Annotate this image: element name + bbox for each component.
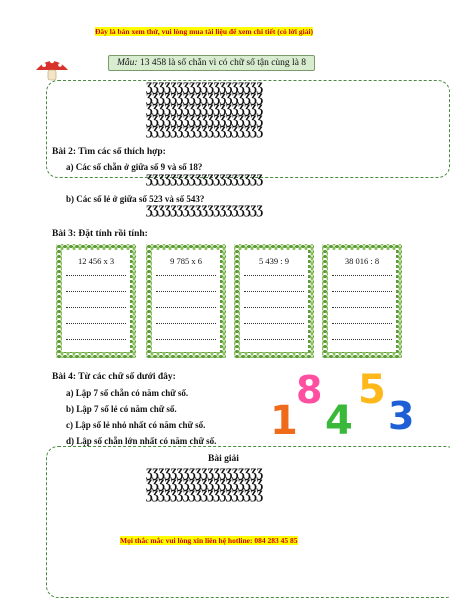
answer-block-2a	[146, 174, 273, 185]
bai4-item-c: c) Lập số lẻ nhỏ nhất có năm chữ số.	[66, 420, 206, 430]
dotted-line	[244, 274, 304, 276]
calc-expression: 12 456 x 3	[77, 256, 115, 266]
dotted-line	[66, 338, 126, 340]
dotted-line	[66, 322, 126, 324]
digit-1: 1	[270, 398, 298, 444]
bai2-title: Bài 2: Tìm các số thích hợp:	[52, 147, 166, 157]
calc-expression: 9 785 x 6	[170, 256, 202, 266]
digit-5: 5	[358, 367, 386, 413]
dotted-line	[244, 290, 304, 292]
bai4-item-b: b) Lập 7 số lẻ có năm chữ số.	[66, 404, 177, 414]
bai4-item-a: a) Lập 7 số chẵn có năm chữ số.	[66, 388, 189, 398]
bai4-title: Bài 4: Từ các chữ số dưới đây:	[52, 372, 176, 382]
calc-expression: 5 439 : 9	[259, 256, 289, 266]
bai2-question-a: a) Các số chẵn ở giữa số 9 và số 18?	[66, 162, 203, 172]
answer-block-1	[146, 82, 273, 137]
preview-notice: Đây là bản xem thử, vui lòng mua tài liệu để xem chi tiết (có lời giải)	[95, 27, 314, 36]
dotted-line	[244, 306, 304, 308]
dotted-line	[244, 322, 304, 324]
digit-4: 4	[325, 398, 353, 444]
dotted-line	[332, 322, 392, 324]
calc-expression: 38 016 : 8	[344, 256, 380, 266]
bai4-item-d: d) Lập số chẵn lớn nhất có năm chữ số.	[66, 436, 217, 446]
answer-line: ƷƷƷƷƷƷƷƷƷƷƷƷƷƷƷƷƷƷƷ	[146, 113, 263, 127]
answer-line: ƷƷƷƷƷƷƷƷƷƷƷƷƷƷƷƷƷƷƷ	[146, 102, 263, 116]
answer-line: ƷƷƷƷƷƷƷƷƷƷƷƷƷƷƷƷƷƷƷ	[146, 488, 263, 502]
example-text: 13 458 là số chẵn vì có chữ số tận cùng là 8	[139, 58, 307, 68]
dotted-line	[156, 290, 216, 292]
answer-line: ƷƷƷƷƷƷƷƷƷƷƷƷƷƷƷƷƷƷƷ	[146, 124, 263, 138]
dotted-line	[66, 306, 126, 308]
answer-block-2b	[146, 205, 273, 216]
answer-line: ƷƷƷƷƷƷƷƷƷƷƷƷƷƷƷƷƷƷƷ	[146, 203, 263, 217]
calc-card-2	[146, 244, 226, 358]
answer-line: ƷƷƷƷƷƷƷƷƷƷƷƷƷƷƷƷƷƷƷ	[146, 466, 263, 480]
mushroom-icon	[34, 56, 70, 82]
dotted-line	[244, 338, 304, 340]
answer-line: ƷƷƷƷƷƷƷƷƷƷƷƷƷƷƷƷƷƷƷ	[146, 91, 263, 105]
example-box	[108, 55, 315, 71]
calc-card-4	[322, 244, 402, 358]
dotted-line	[156, 338, 216, 340]
dotted-line	[332, 306, 392, 308]
solution-title: Bài giải	[208, 454, 239, 464]
digit-3: 3	[388, 394, 415, 438]
dotted-line	[156, 274, 216, 276]
answer-block-solution	[146, 468, 273, 501]
dotted-line	[156, 322, 216, 324]
answer-line: ƷƷƷƷƷƷƷƷƷƷƷƷƷƷƷƷƷƷƷ	[146, 172, 263, 186]
dotted-line	[332, 274, 392, 276]
answer-line: ƷƷƷƷƷƷƷƷƷƷƷƷƷƷƷƷƷƷƷ	[146, 477, 263, 491]
digit-8: 8	[296, 368, 323, 412]
dotted-line	[332, 338, 392, 340]
bai2-question-b: b) Các số lẻ ở giữa số 523 và số 543?	[66, 194, 205, 204]
dotted-line	[332, 290, 392, 292]
calc-card-3	[234, 244, 314, 358]
dotted-line	[156, 306, 216, 308]
calc-card-1	[56, 244, 136, 358]
example-label: Mẫu:	[117, 58, 138, 68]
dotted-line	[66, 274, 126, 276]
bai3-title: Bài 3: Đặt tính rồi tính:	[52, 229, 148, 239]
answer-line: ƷƷƷƷƷƷƷƷƷƷƷƷƷƷƷƷƷƷƷ	[146, 80, 263, 94]
dotted-line	[66, 290, 126, 292]
contact-hotline: Mọi thắc mắc vui lòng xin liên hệ hotline: 084 283 45 85	[120, 536, 298, 545]
